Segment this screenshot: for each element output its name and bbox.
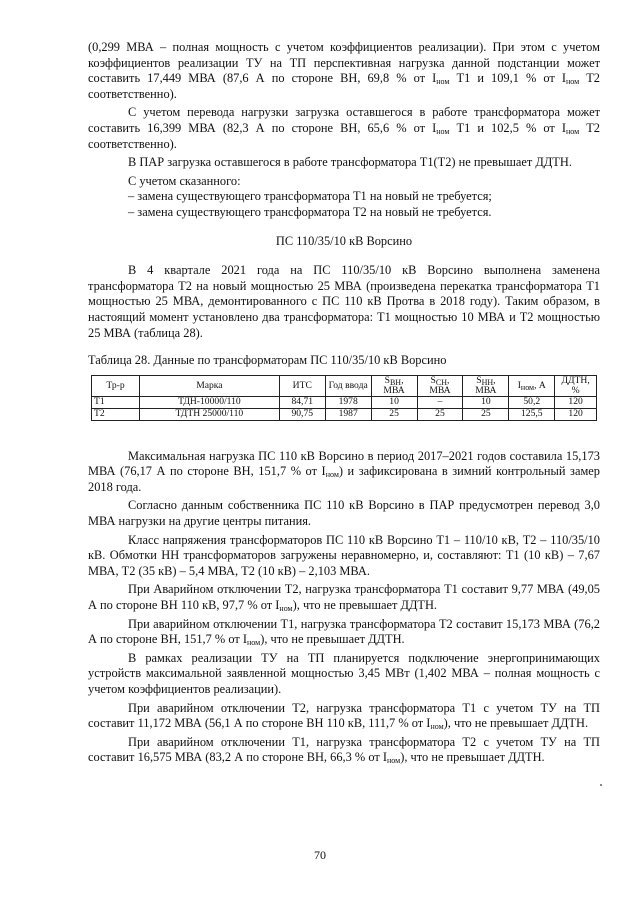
table-cell: 120 (555, 396, 597, 408)
table-cell: 25 (371, 408, 417, 420)
paragraph: С учетом сказанного: (128, 173, 241, 188)
paragraph: Класс напряжения трансформаторов ПС 110 кВ Ворсино Т1 – 110/10 кВ, Т2 – 110/35/10 кВ. Обмотки НН трансформаторов загружены неравномерно, и, составляют: Т1 (10 кВ) – 7,67 МВА, Т2 (35 кВ) – 5,4 МВА, Т2 (10 кВ) – 2,103 МВА. (88, 532, 600, 578)
table-header: $I_{ном}$, А (509, 375, 555, 396)
paragraph: В рамках реализации ТУ на ТП планируется подключение энергопринимающих устройств максимальной заявленной мощностью 3,45 МВт (1,402 МВА – полная мощность с учетом коэффициентов реализации). (88, 650, 600, 696)
table-cell: – (417, 396, 463, 408)
table-cell: 120 (555, 408, 597, 420)
table-header-row (92, 375, 597, 396)
paragraph: (0,299 МВА – полная мощность с учетом коэффициентов реализации). При этом с учетом коэффициентов реализации ТУ на ТП перспективная нагрузка данной подстанции может составить 17,449 МВА (87,6 А по стороне ВН, 69,8 % от $I_{ном}$ Т1 и 109,1 % от $I_{ном}$ Т2 соответственно). (88, 40, 600, 101)
table-cell: 1987 (325, 408, 371, 420)
table-cell: 50,2 (509, 396, 555, 408)
table-cell: ТДТН 25000/110 (139, 408, 279, 420)
paragraph: Согласно данным собственника ПС 110 кВ Ворсино в ПАР предусмотрен перевод 3,0 МВА нагрузки на другие центры питания. (88, 498, 600, 529)
scan-speck (600, 784, 602, 786)
table-header: Тр-р (92, 375, 140, 396)
paragraph: В ПАР загрузка оставшегося в работе трансформатора Т1(Т2) не превышает ДДТН. (128, 155, 572, 170)
table-cell: 10 (371, 396, 417, 408)
table-cell: 125,5 (509, 408, 555, 420)
table-cell: 25 (463, 408, 509, 420)
table-caption: Таблица 28. Данные по трансформаторам ПС 110/35/10 кВ Ворсино (88, 353, 447, 368)
paragraph: В 4 квартале 2021 года на ПС 110/35/10 кВ Ворсино выполнена заменена трансформатора Т2 на новый мощностью 25 МВА (произведена перекатка трансформатора Т1 мощностью 25 МВА, демонтированного с ПС 110 кВ Протва в 2018 году). Таким образом, в настоящий момент установлено два трансформатора: Т1 мощностью 10 МВА и Т2 мощностью 25 МВА (таблица 28). (88, 263, 600, 340)
table-header: Марка (139, 375, 279, 396)
table-cell: 25 (417, 408, 463, 420)
transformer-table (91, 375, 597, 421)
paragraph: При Аварийном отключении Т2, нагрузка трансформатора Т1 составит 9,77 МВА (49,05 А по стороне ВН 110 кВ, 97,7 % от $I_{ном}$), что не превышает ДДТН. (88, 582, 600, 614)
list-item: – замена существующего трансформатора Т2 на новый не требуется. (128, 204, 492, 219)
table-cell: 10 (463, 396, 509, 408)
table-header: Год ввода (325, 375, 371, 396)
table-row (92, 396, 597, 408)
paragraph: При аварийном отключении Т1, нагрузка трансформатора Т2 с учетом ТУ на ТП составит 16,575 МВА (83,2 А по стороне ВН, 66,3 % от $I_{ном}$), что не превышает ДДТН. (88, 734, 600, 766)
table-cell: ТДН-10000/110 (139, 396, 279, 408)
table-header: $S_{НН}$, МВА (463, 375, 509, 396)
table-cell: Т1 (92, 396, 140, 408)
table-cell: 90,75 (279, 408, 325, 420)
table-row (92, 408, 597, 420)
section-heading: ПС 110/35/10 кВ Ворсино (275, 233, 413, 248)
table-cell: 84,71 (279, 396, 325, 408)
table-cell: 1978 (325, 396, 371, 408)
table-header: ДДТН, % (555, 375, 597, 396)
table-header: $S_{ВН}$, МВА (371, 375, 417, 396)
list-item: – замена существующего трансформатора Т1 на новый не требуется; (128, 189, 492, 204)
paragraph: При аварийном отключении Т2, нагрузка трансформатора Т1 с учетом ТУ на ТП составит 11,172 МВА (56,1 А по стороне ВН 110 кВ, 111,7 % от $I_{ном}$), что не превышает ДДТН. (88, 700, 600, 732)
paragraph: С учетом перевода нагрузки загрузка оставшегося в работе трансформатора может составить 16,399 МВА (82,3 А по стороне ВН, 65,6 % от $I_{ном}$ Т1 и 102,5 % от $I_{ном}$ Т2 соответственно). (88, 105, 600, 151)
table-header: $S_{СН}$, МВА (417, 375, 463, 396)
table-cell: Т2 (92, 408, 140, 420)
document-page (88, 40, 600, 766)
paragraph: При аварийном отключении Т1, нагрузка трансформатора Т2 составит 15,173 МВА (76,2 А по стороне ВН, 151,7 % от $I_{ном}$), что не превышает ДДТН. (88, 616, 600, 648)
page-number: 70 (314, 848, 326, 862)
paragraph: Максимальная нагрузка ПС 110 кВ Ворсино в период 2017–2021 годов составила 15,173 МВА (76,17 А по стороне ВН, 151,7 % от $I_{ном}$) и зафиксирована в зимний контрольный замер 2018 года. (88, 448, 600, 494)
table-header: ИТС (279, 375, 325, 396)
